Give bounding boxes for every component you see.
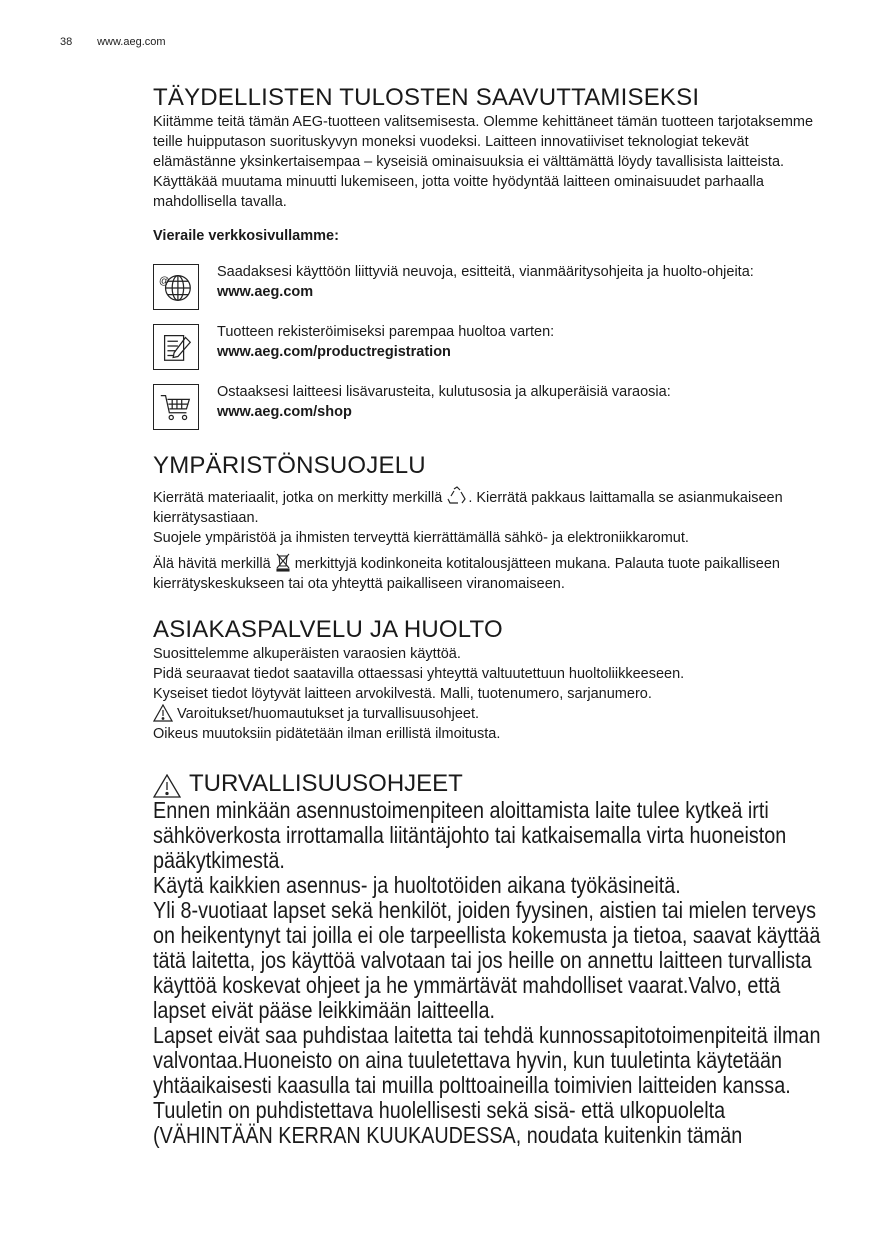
service-line-2: Pidä seuraavat tiedot saatavilla ottaessasi yhteyttä valtuutettuun huoltoliikkeeseen. [153,666,685,682]
service-line-3: Kyseiset tiedot löytyvät laitteen arvokilvestä. Malli, tuotenumero, sarjanumero. [153,686,652,702]
page-header [60,36,166,48]
link-text-registration: Tuotteen rekisteröimiseksi parempaa huoltoa varten: [217,324,555,340]
link-row-registration [153,322,835,370]
service-text-4: Varoitukset/huomautukset ja turvallisuusohjeet. [177,706,480,722]
visit-label: Vieraile verkkosivullamme: [153,228,339,244]
safety-heading [153,770,835,798]
safety-paragraph: Lapset eivät saa puhdistaa laitetta tai tehdä kunnossapitotoimenpiteitä ilman valvontaa.Huoneisto on aina tuuletettava hyvin, kun tuuletinta käytetään yhtäaikaisesti kaasulla tai muilla polttoaineilla toimivien laitteiden kanssa. [153,1022,821,1098]
env-text-3a: Älä hävitä merkillä [153,556,275,572]
page-number: 38 [60,36,73,48]
env-text-1b: . Kierrätä pakkaus laittamalla se asianmukaiseen kierrätysastiaan. [153,490,783,526]
link-url-support[interactable]: www.aeg.com [217,284,314,300]
section-title-environment: YMPÄRISTÖNSUOJELU [153,452,426,479]
service-line-1: Suosittelemme alkuperäisten varaosien käyttöä. [153,646,461,662]
link-row-support [153,262,835,310]
recycle-icon [446,486,468,506]
page-content [153,84,835,1148]
safety-paragraph: Käytä kaikkien asennus- ja huoltotöiden aikana työkäsineitä. [153,872,681,898]
safety-paragraph: Tuuletin on puhdistettava huolellisesti sekä sisä- että ulkopuolelta (VÄHINTÄÄN KERRAN KUUKAUDESSA, noudata kuitenkin tämän [153,1097,743,1148]
env-paragraph-1 [153,486,835,528]
section-title-results: TÄYDELLISTEN TULOSTEN SAAVUTTAMISEKSI [153,84,700,111]
link-row-shop [153,382,835,430]
link-text-shop: Ostaaksesi laitteesi lisävarusteita, kulutusosia ja alkuperäisiä varaosia: [217,384,671,400]
globe-icon [153,264,199,310]
crossed-bin-icon [275,552,291,572]
link-url-registration[interactable]: www.aeg.com/productregistration [217,344,451,360]
site-url: www.aeg.com [97,36,166,48]
link-text-support: Saadaksesi käyttöön liittyviä neuvoja, esitteitä, vianmääritysohjeita ja huolto-ohjeita: [217,264,754,280]
service-line-5: Oikeus muutoksiin pidätetään ilman erillistä ilmoitusta. [153,726,501,742]
env-paragraph-3 [153,552,835,594]
safety-paragraph: Yli 8-vuotiaat lapset sekä henkilöt, joiden fyysinen, aistien tai mielen terveys on heikentynyt tai joilla ei ole tarpeellista kokemusta ja tietoa, saavat käyttää tätä laitetta, jos käyttöä valvotaan tai jos heille on annettu laitteen turvallista käyttöä koskevat ohjeet ja he ymmärtävät mahdolliset vaarat.Valvo, että lapset eivät pääse leikkimään laitteella. [153,897,821,1023]
shopping-cart-icon [153,384,199,430]
warning-icon [153,774,181,798]
link-url-shop[interactable]: www.aeg.com/shop [217,404,352,420]
service-line-4 [153,704,835,724]
env-paragraph-2: Suojele ympäristöä ja ihmisten terveyttä kierrättämällä sähkö- ja elektroniikkaromut. [153,530,689,546]
section-title-service: ASIAKASPALVELU JA HUOLTO [153,616,503,643]
env-text-1a: Kierrätä materiaalit, jotka on merkitty merkillä [153,490,447,506]
svg-text:@: @ [158,276,170,288]
section-title-safety: TURVALLISUUSOHJEET [189,770,463,797]
safety-text [153,798,832,1148]
warning-icon [153,704,173,722]
intro-paragraph: Kiitämme teitä tämän AEG-tuotteen valitsemisesta. Olemme kehittäneet tämän tuotteen tarjotaksemme teille huipputason suorituskyvyn moneksi vuodeksi. Laitteen innovatiiviset teknologiat tekevät elämästänne yksinkertaisempaa – kyseisiä ominaisuuksia ei välttämättä löydy tavallisista laitteista. Käyttäkää muutama minuutti lukemiseen, jotta voitte hyödyntää laitteen ominaisuudet parhaalla mahdollisella tavalla. [153,114,814,210]
registration-icon [153,324,199,370]
safety-paragraph: Ennen minkään asennustoimenpiteen aloittamista laite tulee kytkeä irti sähköverkosta irrottamalla liitäntäjohto tai katkaisemalla virta huoneiston pääkytkimestä. [153,797,787,873]
env-text-3b: merkittyjä kodinkoneita kotitalousjätteen mukana. Palauta tuote paikalliseen kierrätyskeskukseen tai ota yhteyttä paikalliseen viranomaiseen. [153,556,780,592]
